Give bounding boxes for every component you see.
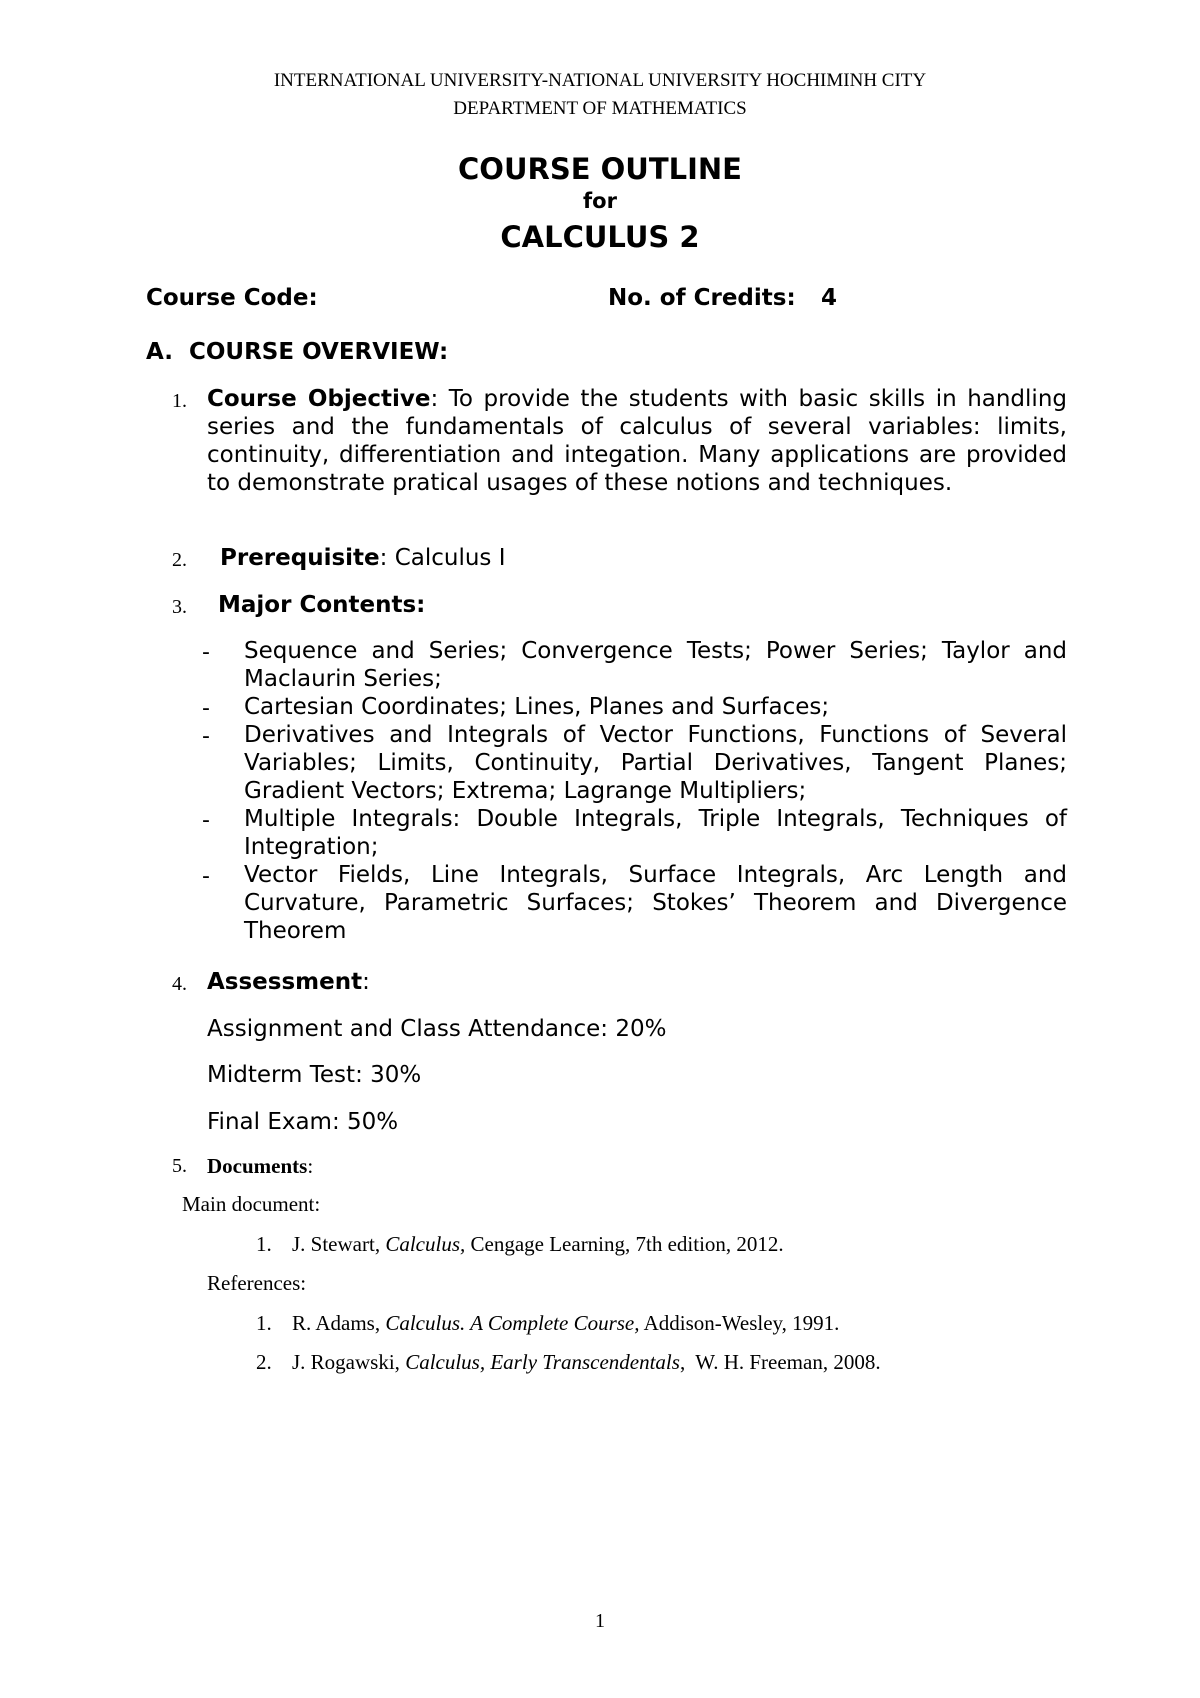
list-item: Derivatives and Integrals of Vector Functions, Functions of Several Variables; Limits, Continuity, Partial Derivatives, Tangent Planes; Gradient Vectors; Extrema; Lagrange Multipliers; bbox=[244, 722, 1067, 804]
reference-number: 1. bbox=[256, 1232, 272, 1256]
reference-title: Calculus, bbox=[385, 1232, 466, 1256]
objective-label: Course Objective bbox=[207, 386, 431, 412]
major-contents-label: Major Contents: bbox=[218, 592, 426, 618]
assessment-line: Midterm Test: 30% bbox=[207, 1062, 422, 1088]
reference-number: 2. bbox=[256, 1350, 272, 1374]
prerequisite-label: Prerequisite bbox=[220, 545, 380, 571]
bullet-dash: - bbox=[202, 696, 210, 721]
course-name: CALCULUS 2 bbox=[500, 220, 700, 254]
assessment-line: Final Exam: 50% bbox=[207, 1109, 399, 1135]
assessment-line: Assignment and Class Attendance: 20% bbox=[207, 1016, 667, 1042]
bullet-dash: - bbox=[202, 808, 210, 833]
list-item: Multiple Integrals: Double Integrals, Triple Integrals, Techniques of Integration; bbox=[244, 806, 1067, 860]
document-title: COURSE OUTLINE bbox=[458, 152, 742, 186]
course-code-label: Course Code: bbox=[146, 285, 318, 311]
title-for: for bbox=[583, 189, 617, 213]
reference-title: Calculus, Early Transcendentals bbox=[405, 1350, 680, 1374]
reference-author: R. Adams, bbox=[292, 1311, 386, 1335]
references-label: References: bbox=[207, 1271, 307, 1295]
reference-publisher: , W. H. Freeman, 2008. bbox=[679, 1350, 881, 1374]
assessment bbox=[207, 969, 370, 995]
item-number: 1. bbox=[172, 390, 187, 412]
reference-number: 1. bbox=[256, 1311, 272, 1335]
section-heading: A. COURSE OVERVIEW: bbox=[146, 339, 449, 365]
reference-publisher: Addison-Wesley, 1991. bbox=[639, 1311, 840, 1335]
course-objective bbox=[207, 385, 1067, 497]
reference-entry bbox=[292, 1350, 881, 1375]
bullet-dash: - bbox=[202, 640, 210, 665]
list-item: Sequence and Series; Convergence Tests; Power Series; Taylor and Maclaurin Series; bbox=[244, 638, 1067, 692]
department-name: DEPARTMENT OF MATHEMATICS bbox=[453, 98, 747, 119]
main-document-label: Main document: bbox=[182, 1192, 321, 1216]
item-number: 4. bbox=[172, 973, 187, 995]
item-number: 2. bbox=[172, 549, 187, 571]
objective-text: : To provide the students with basic skills in handling series and the fundamentals of calculus of several variables: limits, continuity, differentiation and integation. Many applications are provided to demonstrate pratical usages of these notions and techniques. bbox=[207, 386, 1067, 496]
list-item: Cartesian Coordinates; Lines, Planes and Surfaces; bbox=[244, 694, 830, 720]
item-number: 5. bbox=[172, 1155, 187, 1177]
credits-label: No. of Credits: bbox=[608, 285, 796, 311]
prerequisite bbox=[220, 545, 506, 571]
university-name: INTERNATIONAL UNIVERSITY-NATIONAL UNIVERSITY HOCHIMINH CITY bbox=[273, 70, 927, 91]
assessment-label: Assessment bbox=[207, 969, 363, 995]
prerequisite-text: : Calculus I bbox=[379, 545, 506, 571]
bullet-dash: - bbox=[202, 724, 210, 749]
reference-publisher: Cengage Learning, 7th edition, 2012. bbox=[465, 1232, 784, 1256]
item-number: 3. bbox=[172, 596, 187, 618]
main-document-entry bbox=[292, 1232, 784, 1257]
reference-title: Calculus. A Complete Course, bbox=[385, 1311, 640, 1335]
page-number: 1 bbox=[595, 1610, 605, 1632]
documents-colon: : bbox=[307, 1154, 314, 1178]
assessment-colon: : bbox=[362, 969, 370, 995]
reference-author: J. Stewart, bbox=[292, 1232, 386, 1256]
credits-value: 4 bbox=[821, 285, 838, 311]
reference-entry bbox=[292, 1311, 839, 1336]
documents bbox=[207, 1154, 313, 1179]
bullet-dash: - bbox=[202, 864, 210, 889]
list-item: Vector Fields, Line Integrals, Surface Integrals, Arc Length and Curvature, Parametric Surfaces; Stokes’ Theorem and Divergence Theorem bbox=[244, 862, 1067, 944]
documents-label: Documents bbox=[207, 1154, 308, 1178]
reference-author: J. Rogawski, bbox=[292, 1350, 406, 1374]
